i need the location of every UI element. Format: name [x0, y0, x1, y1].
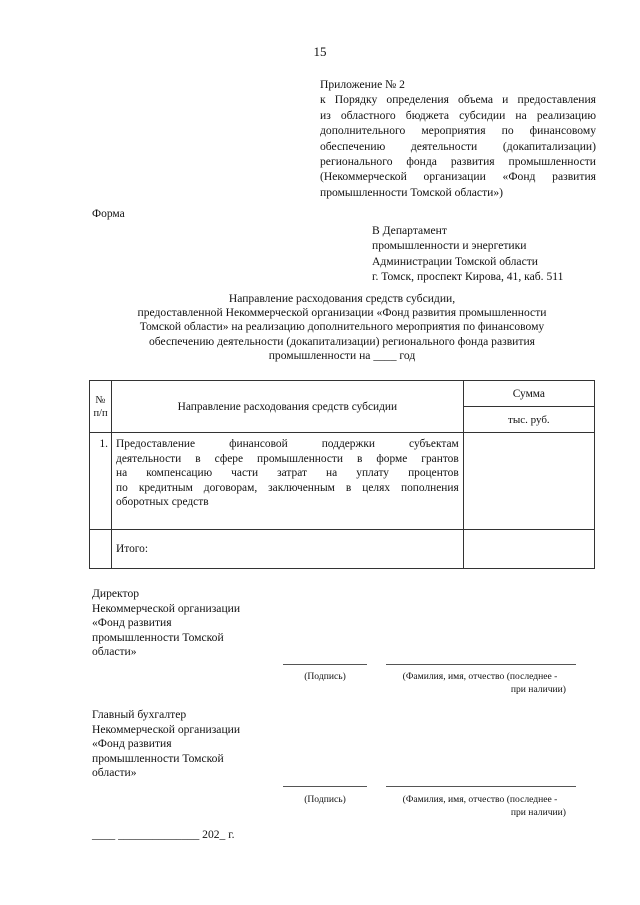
address-line: промышленности и энергетики — [372, 239, 527, 253]
position-line: Директор — [92, 587, 140, 600]
title-line: Направление расходования средств субсидии, — [228, 292, 456, 305]
position-line: Некоммерческой организации — [92, 601, 241, 615]
row-direction — [112, 433, 464, 530]
header-number: № п/п — [90, 381, 112, 433]
row-text-line: на компенсацию части затрат на уплату процентов — [116, 467, 459, 479]
address-line: В Департамент — [372, 224, 447, 237]
title-line: предоставленной Некоммерческой организации «Фонд развития промышленности — [137, 306, 547, 320]
row-text-line: Предоставление финансовой поддержки субъектам — [116, 438, 459, 450]
name-line — [386, 786, 576, 787]
address-line: Администрации Томской области — [372, 254, 538, 268]
table-row — [90, 433, 595, 530]
address-line: г. Томск, проспект Кирова, 41, каб. 511 — [372, 269, 564, 283]
appendix-title: Приложение № 2 — [320, 78, 405, 91]
position-line: «Фонд развития — [92, 616, 172, 630]
row-sum — [463, 433, 594, 530]
name-line — [386, 664, 576, 665]
position-line: промышленности Томской — [92, 751, 224, 765]
expenditure-table — [89, 380, 595, 569]
appendix-line: из областного бюджета субсидии на реализацию — [320, 108, 596, 122]
name-caption — [380, 794, 580, 819]
appendix-line: (Некоммерческой организации «Фонд развития — [320, 170, 596, 184]
signature-line — [283, 786, 367, 787]
title-line: промышленности на ____ год — [268, 348, 416, 362]
name-caption-line: (Фамилия, имя, отчество (последнее - — [402, 671, 558, 682]
total-label: Итого: — [112, 530, 464, 569]
position-line: области» — [92, 645, 137, 659]
director-block — [92, 587, 240, 660]
date-line: ____ ______________ 202_ г. — [92, 828, 235, 841]
position-line: «Фонд развития — [92, 737, 172, 751]
row-number: 1. — [90, 433, 112, 530]
name-caption-line: при наличии) — [510, 683, 566, 695]
name-caption — [380, 671, 580, 696]
appendix-line: обеспечению деятельности (докапитализации) — [320, 139, 596, 153]
name-caption-line: при наличии) — [510, 806, 566, 818]
appendix-line: к Порядку определения объема и предоставления — [320, 93, 596, 107]
form-label: Форма — [92, 208, 125, 220]
signature-line — [283, 664, 367, 665]
page-number: 15 — [313, 44, 327, 59]
total-number — [90, 530, 112, 569]
row-text-line: по кредитным договорам, заключенным в целях пополнения — [116, 481, 459, 494]
row-text-line: деятельности в сфере промышленности в форме грантов — [116, 452, 459, 465]
title-line: обеспечению деятельности (докапитализации) регионального фонда развития — [148, 334, 535, 348]
name-caption-line: (Фамилия, имя, отчество (последнее - — [402, 794, 558, 805]
position-line: Некоммерческой организации — [92, 722, 241, 736]
appendix-block — [320, 77, 596, 200]
address-block — [372, 223, 563, 284]
appendix-line: дополнительного мероприятия по финансовому — [320, 124, 596, 138]
total-row — [90, 530, 595, 569]
document-title — [92, 292, 592, 363]
header-unit: тыс. руб. — [463, 407, 594, 433]
title-line: Томской области» на реализацию дополнительного мероприятия по финансовому — [139, 320, 545, 334]
row-text-line: оборотных средств — [116, 496, 209, 508]
position-line: промышленности Томской — [92, 630, 224, 644]
signature-caption: (Подпись) — [304, 794, 346, 805]
signature-caption: (Подпись) — [304, 671, 346, 682]
appendix-line: промышленности Томской области») — [320, 185, 503, 199]
total-sum — [463, 530, 594, 569]
position-line: Главный бухгалтер — [92, 708, 187, 721]
appendix-line: регионального фонда развития промышленности — [320, 155, 596, 169]
position-line: области» — [92, 766, 137, 780]
header-direction: Направление расходования средств субсидии — [112, 381, 464, 433]
header-sum: Сумма — [463, 381, 594, 407]
chief-accountant-block — [92, 708, 240, 781]
